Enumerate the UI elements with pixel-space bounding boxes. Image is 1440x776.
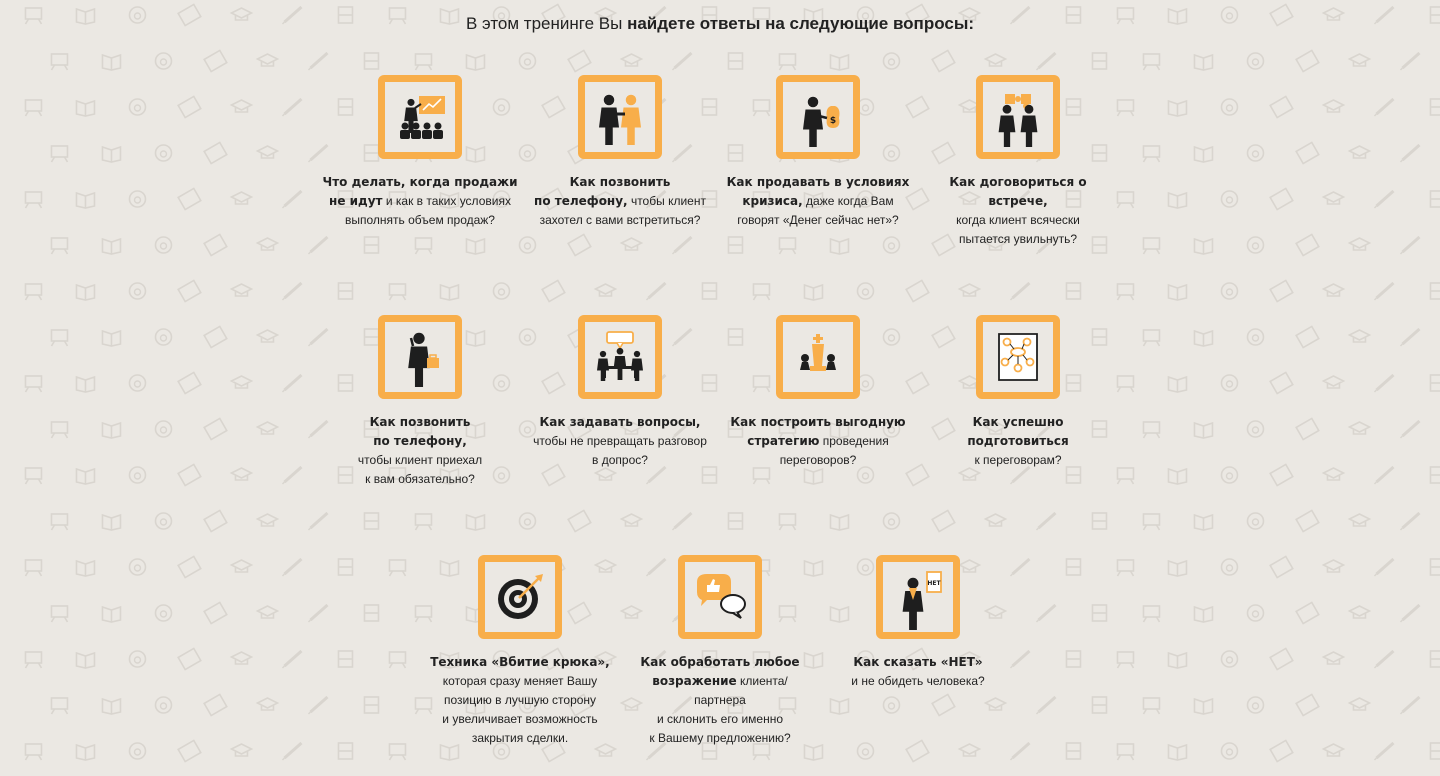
caption-line bbox=[320, 432, 520, 451]
question-caption bbox=[918, 413, 1118, 470]
icon-frame bbox=[578, 315, 662, 399]
icon-frame bbox=[776, 315, 860, 399]
presentation-audience-icon bbox=[385, 82, 455, 152]
caption-line bbox=[718, 192, 918, 211]
question-caption bbox=[818, 653, 1018, 691]
svg-text:$: $ bbox=[829, 116, 837, 126]
icon-frame bbox=[478, 555, 562, 639]
caption-text: переговоров? bbox=[779, 453, 857, 467]
question-caption bbox=[420, 653, 620, 748]
caption-line bbox=[620, 672, 820, 691]
icon-frame bbox=[876, 555, 960, 639]
speech-bubbles-like-icon bbox=[685, 562, 755, 632]
caption-line bbox=[420, 729, 620, 748]
caption-text: чтобы клиент bbox=[627, 194, 706, 208]
caption-line bbox=[718, 173, 918, 192]
caption-line bbox=[420, 672, 620, 691]
caption-line bbox=[718, 413, 918, 432]
caption-bold-text: подготовиться bbox=[967, 434, 1069, 448]
caption-line bbox=[320, 192, 520, 211]
question-caption bbox=[918, 173, 1118, 249]
caption-line bbox=[918, 230, 1118, 249]
caption-text: к Вашему предложению? bbox=[649, 731, 791, 745]
caption-line bbox=[320, 451, 520, 470]
person-no-sign-icon bbox=[883, 562, 953, 632]
title-intro: В этом тренинге Вы bbox=[465, 14, 623, 33]
caption-text: и увеличивает возможность bbox=[442, 712, 598, 726]
caption-text: выполнять объем продаж? bbox=[345, 213, 495, 227]
question-caption bbox=[620, 653, 820, 748]
question-caption bbox=[520, 173, 720, 230]
question-caption bbox=[520, 413, 720, 470]
caption-text: и склонить его именно bbox=[657, 712, 783, 726]
caption-text: и не обидеть человека? bbox=[851, 674, 985, 688]
icon-frame bbox=[578, 75, 662, 159]
caption-line bbox=[520, 451, 720, 470]
caption-line bbox=[918, 413, 1118, 432]
caption-line bbox=[718, 432, 918, 451]
icon-frame bbox=[776, 75, 860, 159]
caption-text: даже когда Вам bbox=[802, 194, 894, 208]
caption-line bbox=[520, 211, 720, 230]
caption-text: которая сразу меняет Вашу bbox=[442, 674, 598, 688]
handshake-people-icon bbox=[585, 82, 655, 152]
icon-frame bbox=[976, 75, 1060, 159]
caption-bold-text: встрече, bbox=[988, 194, 1048, 208]
caption-text: захотел с вами встретиться? bbox=[539, 213, 701, 227]
caption-bold-text: Как сказать «НЕТ» bbox=[853, 655, 983, 669]
caption-bold-text: не идут bbox=[329, 194, 383, 208]
svg-text:НЕТ: НЕТ bbox=[927, 580, 941, 587]
caption-line bbox=[520, 192, 720, 211]
target-dart-icon bbox=[485, 562, 555, 632]
caption-bold-text: Как успешно bbox=[972, 415, 1064, 429]
caption-bold-text: Как построить выгодную bbox=[730, 415, 906, 429]
caption-text: проведения bbox=[819, 434, 889, 448]
caption-line bbox=[420, 691, 620, 710]
businessman-money-bag-icon bbox=[783, 82, 853, 152]
icon-frame bbox=[678, 555, 762, 639]
caption-text: позицию в лучшую сторону bbox=[443, 693, 597, 707]
caption-line bbox=[918, 192, 1118, 211]
caption-line bbox=[420, 653, 620, 672]
caption-text: когда клиент всячески bbox=[956, 213, 1080, 227]
caption-line bbox=[320, 413, 520, 432]
caption-text: пытается увильнуть? bbox=[958, 232, 1077, 246]
caption-bold-text: Как задавать вопросы, bbox=[539, 415, 701, 429]
caption-bold-text: Что делать, когда продажи bbox=[322, 175, 518, 189]
caption-bold-text: Как продавать в условиях bbox=[726, 175, 910, 189]
chess-pieces-icon bbox=[783, 322, 853, 392]
caption-line bbox=[620, 653, 820, 672]
caption-line bbox=[918, 173, 1118, 192]
caption-text: закрытия сделки. bbox=[471, 731, 569, 745]
caption-bold-text: Техника «Вбитие крюка», bbox=[430, 655, 610, 669]
icon-frame bbox=[976, 315, 1060, 399]
puzzle-meeting-icon bbox=[983, 82, 1053, 152]
caption-line bbox=[620, 729, 820, 748]
caption-line bbox=[320, 211, 520, 230]
caption-line bbox=[520, 413, 720, 432]
question-caption bbox=[718, 413, 918, 470]
caption-line bbox=[620, 710, 820, 729]
caption-bold-text: возражение bbox=[652, 674, 737, 688]
title-emphasis: найдете ответы на следующие вопросы: bbox=[627, 14, 975, 33]
question-caption bbox=[320, 173, 520, 230]
question-caption bbox=[320, 413, 520, 489]
meeting-table-speech-icon bbox=[585, 322, 655, 392]
caption-line bbox=[620, 691, 820, 710]
caption-line bbox=[420, 710, 620, 729]
caption-text: чтобы не превращать разговор bbox=[533, 434, 707, 448]
caption-line bbox=[718, 451, 918, 470]
caption-text: клиента/ bbox=[736, 674, 788, 688]
caption-text: чтобы клиент приехал bbox=[357, 453, 483, 467]
icon-frame bbox=[378, 315, 462, 399]
caption-line bbox=[918, 432, 1118, 451]
caption-bold-text: Как обработать любое bbox=[640, 655, 800, 669]
caption-bold-text: Как договориться о bbox=[949, 175, 1087, 189]
page-title bbox=[0, 14, 1440, 34]
caption-bold-text: кризиса, bbox=[742, 194, 803, 208]
caption-line bbox=[520, 173, 720, 192]
caption-line bbox=[718, 211, 918, 230]
caption-bold-text: по телефону, bbox=[373, 434, 467, 448]
caption-bold-text: Как позвонить bbox=[569, 175, 671, 189]
caption-text: к вам обязательно? bbox=[365, 472, 475, 486]
caption-text: в допрос? bbox=[592, 453, 648, 467]
plan-document-icon bbox=[983, 322, 1053, 392]
caption-text: говорят «Денег сейчас нет»? bbox=[737, 213, 899, 227]
icon-frame bbox=[378, 75, 462, 159]
caption-line bbox=[918, 211, 1118, 230]
caption-line bbox=[818, 653, 1018, 672]
caption-line bbox=[520, 432, 720, 451]
phone-call-briefcase-icon bbox=[385, 322, 455, 392]
caption-bold-text: Как позвонить bbox=[369, 415, 471, 429]
caption-bold-text: по телефону, bbox=[534, 194, 628, 208]
caption-line bbox=[320, 470, 520, 489]
caption-line bbox=[818, 672, 1018, 691]
caption-line bbox=[918, 451, 1118, 470]
question-caption bbox=[718, 173, 918, 230]
caption-text: и как в таких условиях bbox=[382, 194, 511, 208]
caption-text: партнера bbox=[694, 693, 746, 707]
caption-line bbox=[320, 173, 520, 192]
caption-text: к переговорам? bbox=[974, 453, 1062, 467]
caption-bold-text: стратегию bbox=[747, 434, 820, 448]
